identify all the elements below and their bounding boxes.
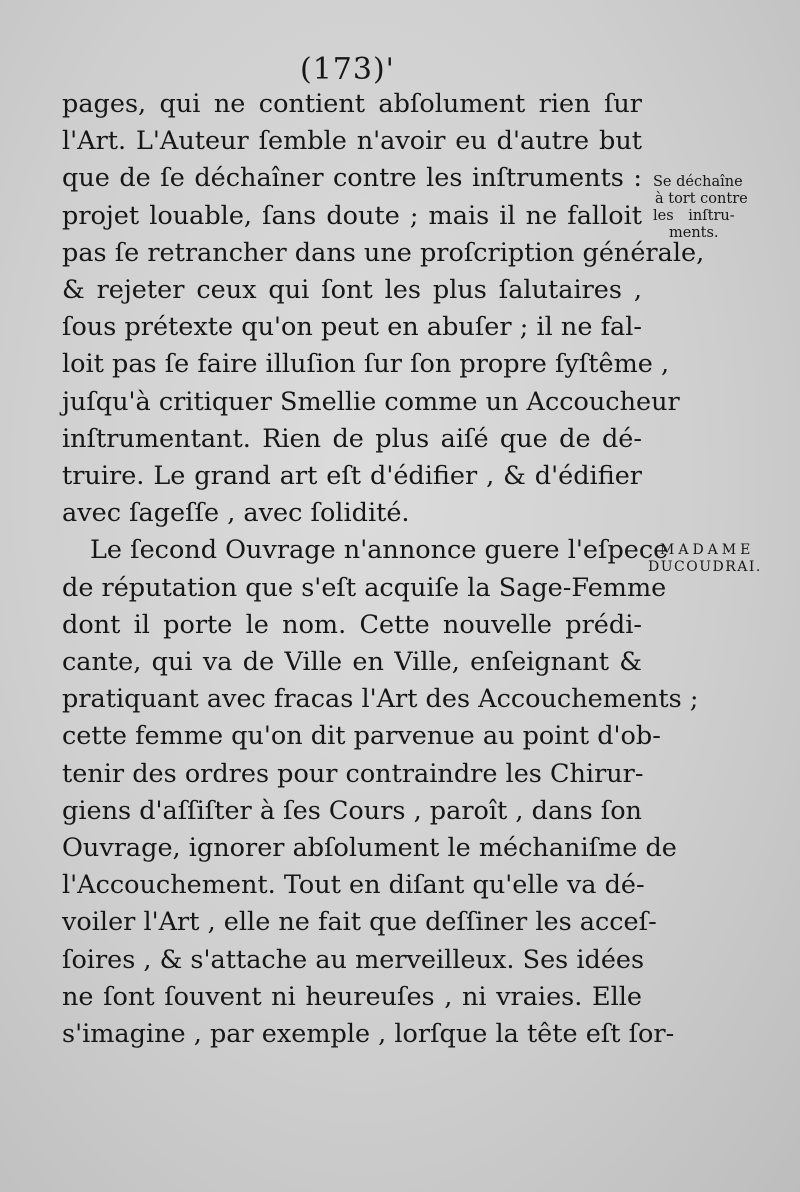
text-line: de réputation que s'eſt acquiſe la Sage-Femme	[62, 572, 667, 603]
margin-note-line: MADAME	[660, 542, 755, 558]
text-line: l'Accouchement. Tout en diſant qu'elle va dé-	[62, 870, 645, 901]
text-line: ſous prétexte qu'on peut en abuſer ; il ne fal-	[62, 312, 642, 343]
text-line: dont il porte le nom. Cette nouvelle prédi-	[62, 609, 642, 640]
text-line: giens d'aſſiſter à ſes Cours , paroît , dans ſon	[62, 795, 642, 826]
text-line: s'imagine , par exemple , lorſque la tête eſt ſor-	[62, 1019, 675, 1050]
text-line: inſtrumentant. Rien de plus aiſé que de dé-	[62, 423, 642, 454]
page-number: (173)'	[300, 52, 395, 87]
text-line: & rejeter ceux qui ſont les plus ſalutaires ,	[62, 275, 642, 306]
margin-note-line: à tort contre	[655, 191, 748, 207]
margin-note-line: DUCOUDRAI.	[648, 559, 762, 575]
margin-note-madame-ducoudrai	[648, 542, 800, 576]
text-line: Le ſecond Ouvrage n'annonce guere l'eſpece	[90, 535, 669, 566]
text-line: truire. Le grand art eſt d'édifier , & d'édifier	[62, 461, 642, 492]
text-line: pas ſe retrancher dans une proſcription générale,	[62, 237, 705, 268]
text-line: projet louable, ſans doute ; mais il ne falloit	[62, 200, 642, 231]
text-line: pages, qui ne contient abſolument rien ſur	[62, 89, 642, 119]
text-line: juſqu'à critiquer Smellie comme un Accoucheur	[62, 386, 680, 417]
margin-note-line: ments.	[669, 225, 719, 241]
margin-note-line: les inſtru-	[653, 208, 735, 224]
text-line: Ouvrage, ignorer abſolument le méchaniſme de	[62, 833, 677, 864]
margin-note-instruments	[653, 174, 793, 242]
text-line: avec ſageſſe , avec ſolidité.	[62, 498, 410, 529]
margin-note-line: Se déchaîne	[653, 174, 743, 190]
text-line: que de ſe déchaîner contre les inſtruments :	[62, 163, 642, 194]
text-line: tenir des ordres pour contraindre les Chirur-	[62, 758, 644, 789]
text-line: ne ſont ſouvent ni heureuſes , ni vraies. Elle	[62, 981, 642, 1012]
text-line: loit pas ſe faire illuſion ſur ſon propre ſyſtême ,	[62, 349, 670, 380]
text-line: voiler l'Art , elle ne fait que deſſiner les acceſ-	[62, 907, 657, 938]
text-line: ſoires , & s'attache au merveilleux. Ses idées	[62, 944, 645, 975]
text-line: l'Art. L'Auteur ſemble n'avoir eu d'autre but	[62, 126, 642, 157]
text-line: cette femme qu'on dit parvenue au point d'ob-	[62, 721, 661, 752]
paragraph-2	[62, 532, 699, 1053]
text-line: pratiquant avec fracas l'Art des Accouchements ;	[62, 684, 699, 715]
text-line: cante, qui va de Ville en Ville, enſeignant &	[62, 647, 642, 678]
